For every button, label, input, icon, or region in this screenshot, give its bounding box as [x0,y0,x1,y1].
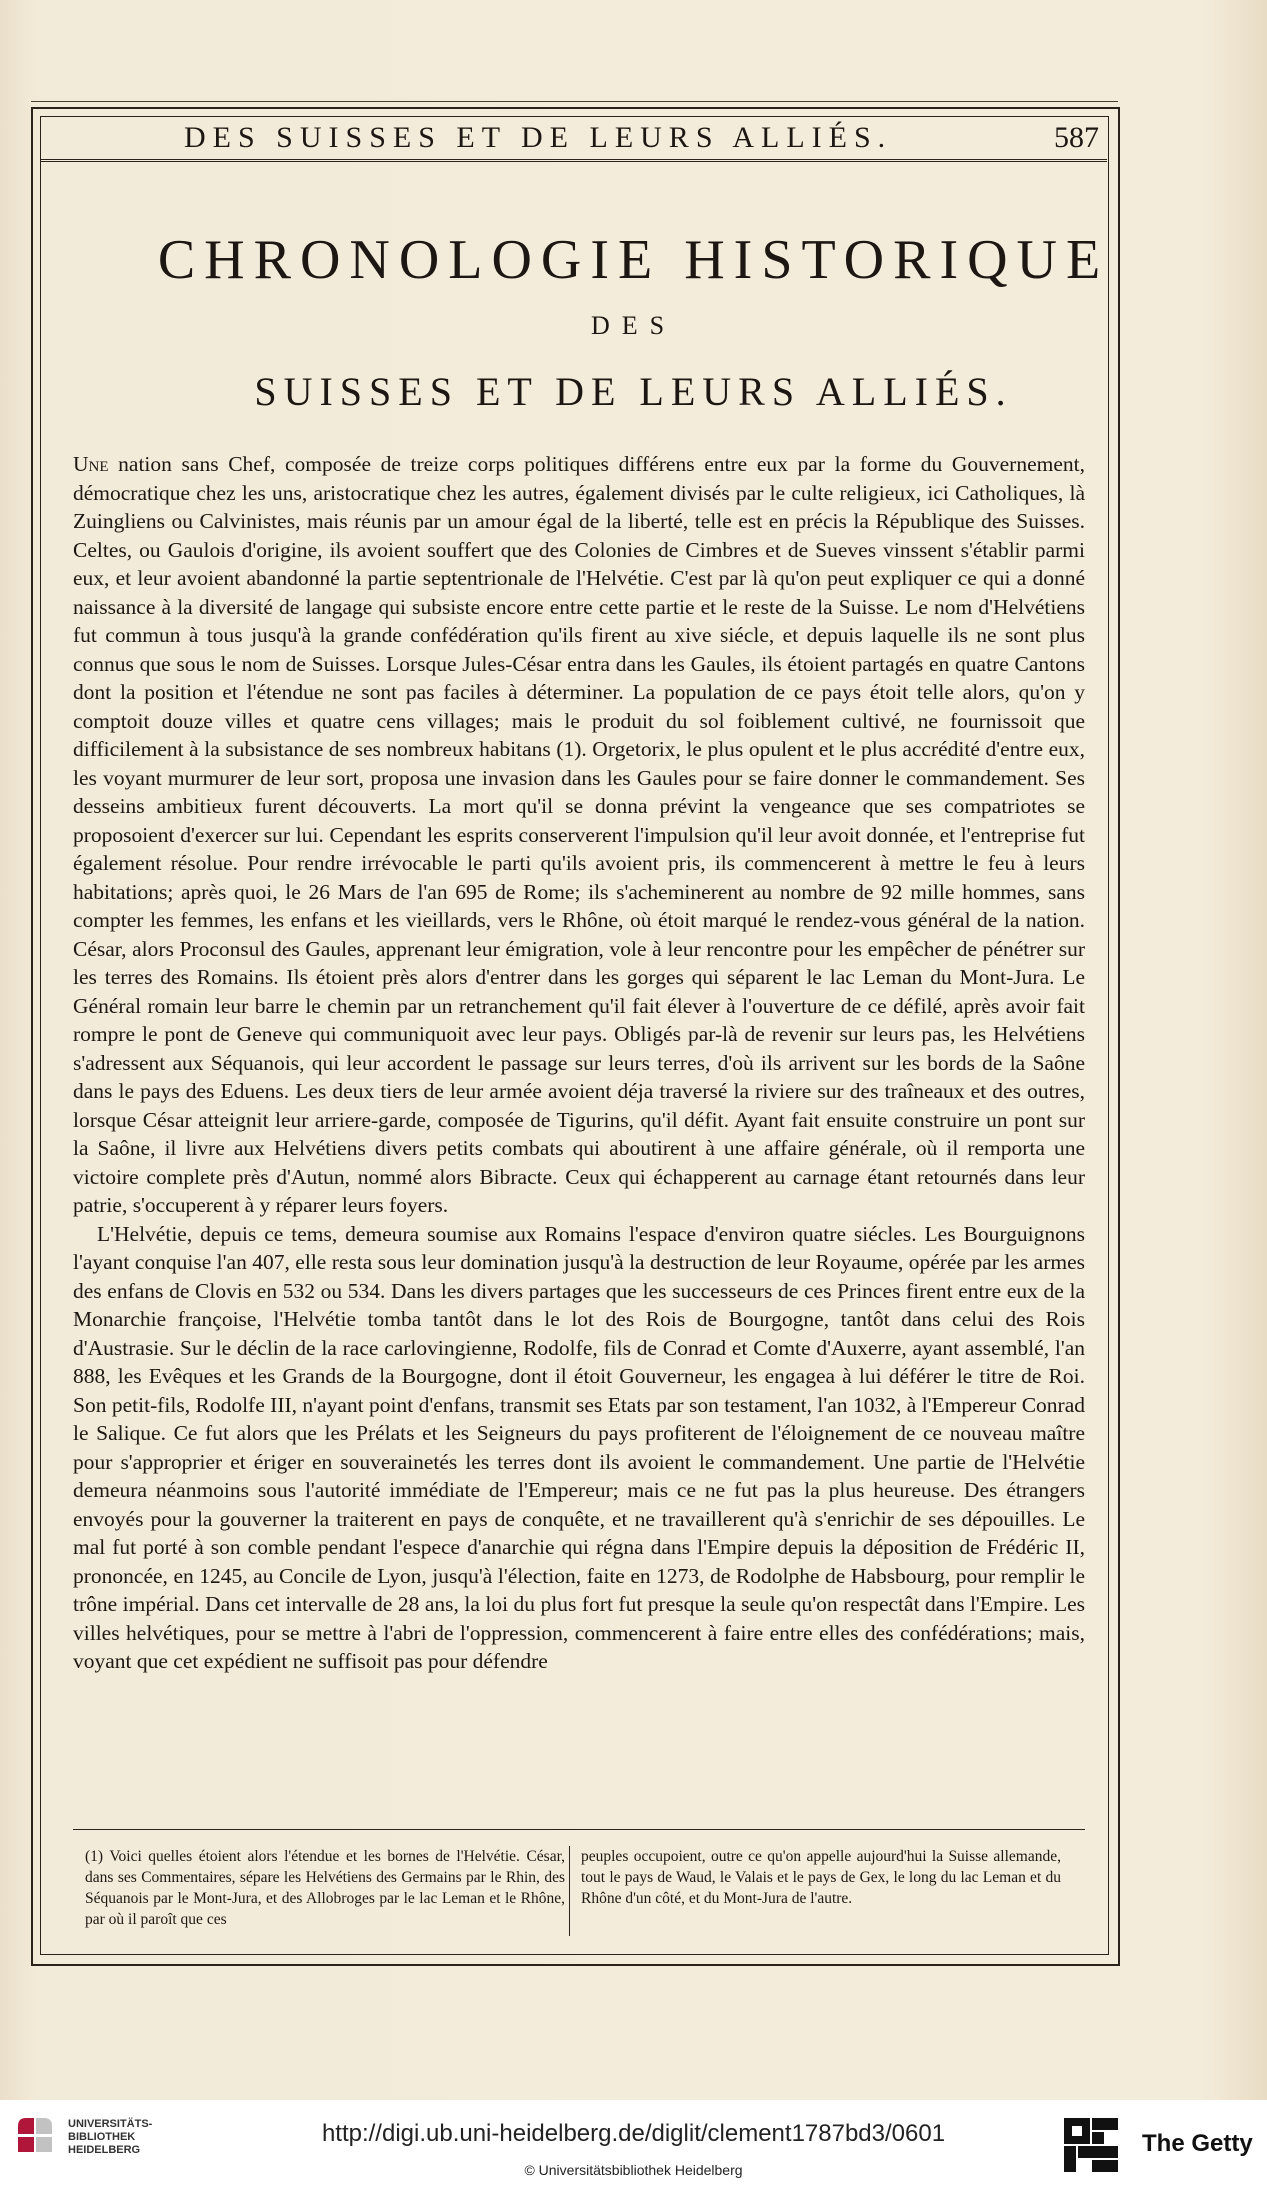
paragraph-1 [73,450,1085,1220]
page-title: CHRONOLOGIE HISTORIQUE [157,229,1110,291]
paragraph-1-lead: Une [73,452,109,476]
viewer-footer [0,2100,1267,2190]
footnote-left-column: (1) Voici quelles étoient alors l'étendue et les bornes de l'Helvétie. César, dans ses Commentaires, sépare les Helvétiens des Germains par le Rhin, des Séquanois par le Mont-Jura, et des Allobroges par le lac Leman et le Rhône, par où il paroît que ces [85,1848,565,1928]
running-head [40,117,1107,162]
library-logo-text: UNIVERSITÄTS- BIBLIOTHEK HEIDELBERG [68,2118,153,2156]
frame-top-rule [31,101,1118,102]
footnote-right-column: peuples occupoient, outre ce qu'on appelle aujourd'hui la Suisse allemande, tout le pays de Waud, le Valais et le pays de Gex, le long du lac Leman et du Rhône d'un côté, et du Mont-Jura de l'autre. [581,1848,1061,1907]
copyright-notice: © Universitätsbibliothek Heidelberg [524,2162,743,2178]
main-text [73,450,1085,1818]
page-number: 587 [1054,121,1099,154]
footnotes [73,1846,1085,1938]
paragraph-2: L'Helvétie, depuis ce tems, demeura soumise aux Romains l'espace d'environ quatre siécles. Les Bourguignons l'ayant conquise l'an 407, elle resta sous leur domination jusqu'à la destruction de leur Royaume, opérée par les armes des enfans de Clovis en 532 ou 534. Dans les divers partages que les successeurs de ces Princes firent entre eux de la Monarchie françoise, l'Helvétie tomba tantôt dans le lot des Rois de Bourgogne, tantôt dans celui des Rois d'Austrasie. Sur le déclin de la race carlovingienne, Rodolfe, fils de Conrad et Comte d'Auxerre, ayant assemblé, l'an 888, les Evêques et les Grands de la Bourgogne, dont il étoit Gouverneur, les engagea à lui déférer le titre de Roi. Son petit-fils, Rodolfe III, n'ayant point d'enfans, transmit ses Etats par son testament, l'an 1032, à l'Empereur Conrad le Salique. Ce fut alors que les Prélats et les Seigneurs du pays profiterent de l'éloignement de ce nouveau maître pour s'approprier et ériger en souverainetés les terres dont ils avoient le commandement. Une partie de l'Helvétie demeura néanmoins sous l'autorité immédiate de l'Empereur; mais ce ne fut pas la plus heureuse. Des étrangers envoyés pour la gouverner la traiterent en pays de conquête, et ne travaillerent qu'à s'enrichir de ses dépouilles. Le mal fut porté à son comble pendant l'espece d'anarchie qui régna dans l'Empire depuis la déposition de Frédéric II, prononcée, en 1245, au Concile de Lyon, jusqu'à l'élection, faite en 1273, de Rodolphe de Habsbourg, pour remplir le trône impérial. Dans cet intervalle de 28 ans, la loi du plus fort fut presque la seule qu'on respectât dans l'Empire. Les villes helvétiques, pour se mettre à l'abri de l'oppression, commencerent à faire entre elles des confédérations; mais, voyant que cet expédient ne suffisoit pas pour défendre [73,1221,1085,1673]
footnote-rule [73,1829,1085,1830]
getty-logo-icon [1064,2118,1118,2172]
page-subtitle: SUISSES ET DE LEURS ALLIÉS. [254,369,1013,414]
document-url-link[interactable]: http://digi.ub.uni-heidelberg.de/diglit/clement1787bd3/0601 [321,2120,946,2147]
page-title-connector: DES [590,311,677,340]
footnote-divider [569,1846,570,1936]
paragraph-1-text: nation sans Chef, composée de treize corps politiques différens entre eux par la forme du Gouvernement, démocratique chez les uns, aristocratique chez les autres, également divisés par le culte religieux, ici Catholiques, là Zuingliens ou Calvinistes, mais réunis par un amour égal de la liberté, telle est en précis la République des Suisses. Celtes, ou Gaulois d'origine, ils avoient souffert que des Colonies de Cimbres et de Sueves vinssent s'établir parmi eux, et leur avoient abandonné la partie septentrionale de l'Helvétie. C'est par là qu'on peut expliquer ce qui a donné naissance à la diversité de langage qui subsiste encore entre cette partie et le reste de la Suisse. Le nom d'Helvétiens fut commun à tous jusqu'à la grande confédération qu'ils firent au xive siécle, et depuis laquelle ils ne sont plus connus que sous le nom de Suisses. Lorsque Jules-César entra dans les Gaules, ils étoient partagés en quatre Cantons dont la position et l'étendue ne sont pas faciles à déterminer. La population de ce pays étoit telle alors, qu'on y comptoit douze villes et quatre cens villages; mais le produit du sol foiblement cultivé, ne fournissoit que difficilement à la subsistance de ses nombreux habitans (1). Orgetorix, le plus opulent et le plus accrédité d'entre eux, les voyant murmurer de leur sort, proposa une invasion dans les Gaules pour se faire donner le commandement. Ses desseins ambitieux furent découverts. La mort qu'il se donna prévint la vengeance que ses compatriotes se proposoient d'exercer sur lui. Cependant les esprits conserverent l'impulsion qu'il leur avoit donnée, et l'entreprise fut également résolue. Pour rendre irrévocable le parti qu'ils avoient pris, ils commencerent à mettre le feu à leurs habitations; après quoi, le 26 Mars de l'an 695 de Rome; ils s'acheminerent au nombre de 92 mille hommes, sans compter les femmes, les enfans et les vieillards, vers le Rhône, où étoit marqué le rendez-vous général de la nation. César, alors Proconsul des Gaules, apprenant leur émigration, vole à leur rencontre pour les empêcher de pénétrer sur les terres des Romains. Ils étoient près alors d'entrer dans les gorges qui séparent le lac Leman du Mont-Jura. Le Général romain leur barre le chemin par un retranchement qu'il fait élever à l'ouverture de ce défilé, après avoir fait rompre le pont de Geneve qui communiquoit avec leur pays. Obligés par-là de revenir sur leurs pas, les Helvétiens s'adressent aux Séquanois, qui leur accordent le passage sur leurs terres, d'où ils arrivent sur les bords de la Saône dans le pays des Eduens. Les deux tiers de leur armée avoient déja traversé la riviere sur des traîneaux et des outres, lorsque César atteignit leur arriere-garde, composée de Tigurins, qu'il défit. Ayant fait ensuite construire un pont sur la Saône, il livre aux Helvétiens divers petits combats qui aboutirent à une affaire générale, où il remporta une victoire complete près d'Autun, nommé alors Bibracte. Ceux qui échapperent au carnage étant retournés dans leur patrie, s'occuperent à y réparer leurs foyers. [73,452,1085,1217]
getty-label: The Getty [1142,2130,1253,2157]
running-head-title: DES SUISSES ET DE LEURS ALLIÉS. [184,121,893,154]
